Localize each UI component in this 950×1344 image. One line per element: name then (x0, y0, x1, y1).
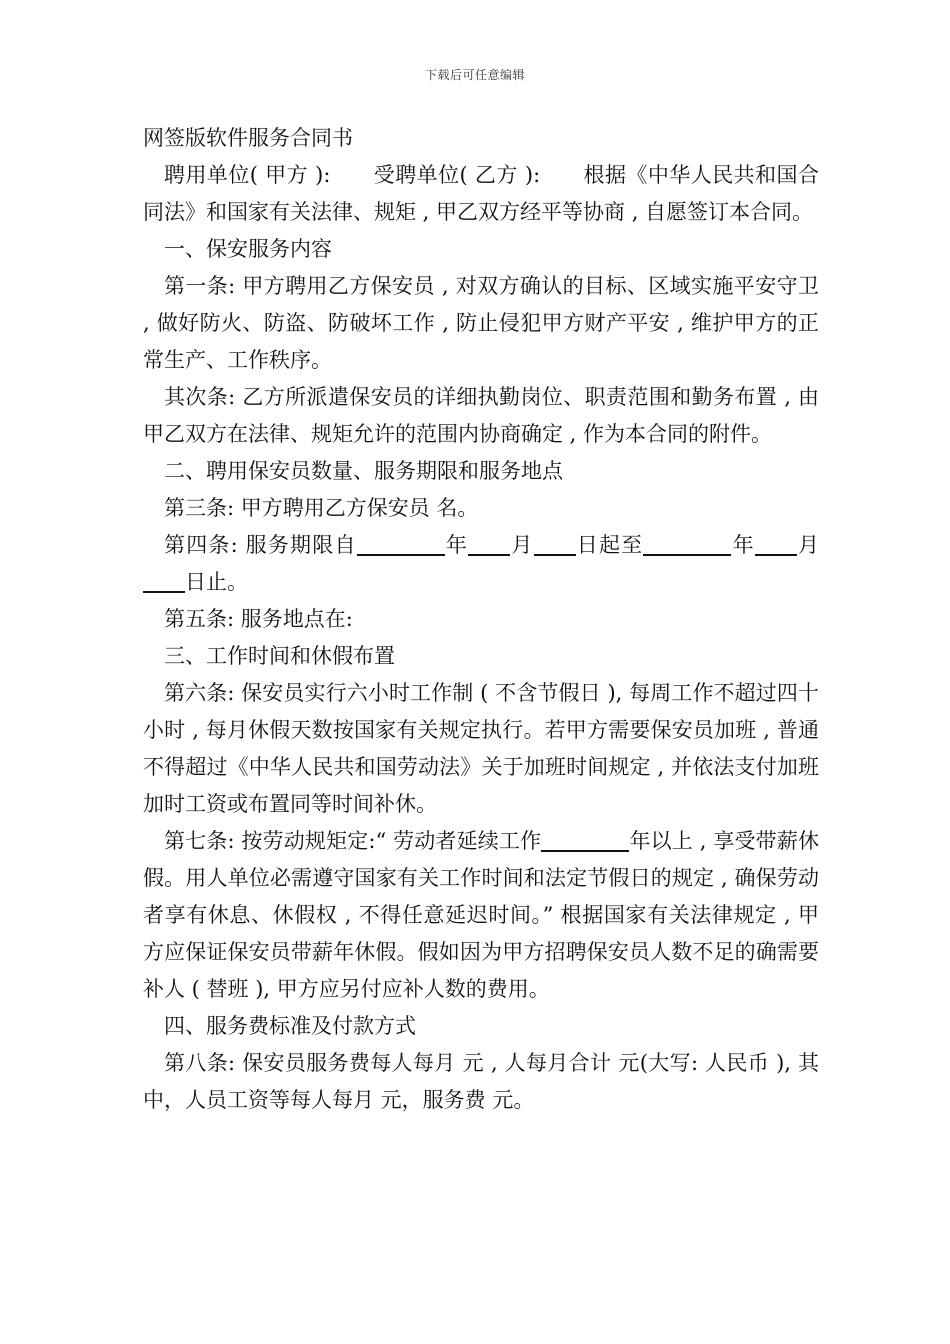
intro-paragraph: 聘用单位( 甲方 ): 受聘单位( 乙方 ): 根据《中华人民共和国合同法》和国家有关法律、规矩 , 甲乙双方经平等协商 , 自愿签订本合同。 (143, 163, 819, 224)
article-7 (143, 823, 819, 1008)
article-2: 其次条: 乙方所派遣保安员的详细执勤岗位、职责范围和勤务布置 , 由甲乙双方在法律、规矩允许的范围内协商确定 , 作为本合同的附件。 (143, 385, 819, 446)
section-heading-4: 四、服务费标准及付款方式 (164, 1014, 416, 1038)
fill-blank-start-day (534, 532, 576, 556)
article-4-text: 日起至 (575, 533, 644, 557)
fill-blank-end-year (643, 532, 731, 556)
article-7-text: 第七条: 按劳动规矩定:“ 劳动者延续工作 (164, 829, 542, 853)
fill-blank-start-month (468, 532, 510, 556)
document-title: 网签版软件服务合同书 (143, 126, 353, 150)
article-5: 第五条: 服务地点在: (164, 607, 353, 631)
header-note: 下载后可任意编辑 (424, 68, 525, 82)
article-4-text: 月 (510, 533, 534, 557)
article-4-text: 日止。 (185, 570, 248, 594)
fill-blank-start-year (357, 532, 445, 556)
fill-blank-end-day (143, 569, 185, 593)
article-6: 第六条: 保安员实行六小时工作制 ( 不含节假日 ), 每周工作不超过四十小时 , 每月休假天数按国家有关规定执行。若甲方需要保安员加班 , 普通不得超过《中华人民共和国劳动法》关于加班时间规定 , 并依法支付加班加时工资或布置同等时间补休。 (143, 681, 819, 816)
article-7-text: 年以上 , 享受带薪休假。用人单位必需遵守国家有关工作时间和法定节假日的规定 , 确保劳动者享有休息、休假权 , 不得任意延迟时间。” 根据国家有关法律规定 , 甲方应保证保安员带薪年休假。假如因为甲方招聘保安员人数不足的确需要补人 ( 替班 ), 甲方应另付应补人数的费用。 (143, 829, 819, 1001)
article-3: 第三条: 甲方聘用乙方保安员 名。 (164, 496, 479, 520)
article-4-text: 年 (444, 533, 469, 557)
article-4-text: 月 (796, 533, 820, 557)
article-4-text: 第四条: 服务期限自 (164, 533, 357, 557)
section-heading-3: 三、工作时间和休假布置 (164, 644, 395, 668)
article-8: 第八条: 保安员服务费每人每月 元 , 人每月合计 元(大写: 人民币 ), 其中，人员工资等每人每月 元，服务费 元。 (143, 1051, 819, 1112)
article-4 (143, 527, 819, 601)
fill-blank-end-month (755, 532, 797, 556)
article-4-text: 年 (731, 533, 755, 557)
document-body (143, 120, 819, 1119)
section-heading-1: 一、保安服务内容 (164, 237, 332, 261)
section-heading-2: 二、聘用保安员数量、服务期限和服务地点 (164, 459, 563, 483)
article-1: 第一条: 甲方聘用乙方保安员 , 对双方确认的目标、区域实施平安守卫 , 做好防火、防盗、防破坏工作 , 防止侵犯甲方财产平安 , 维护甲方的正常生产、工作秩序。 (143, 274, 819, 372)
fill-blank-years (541, 828, 629, 852)
